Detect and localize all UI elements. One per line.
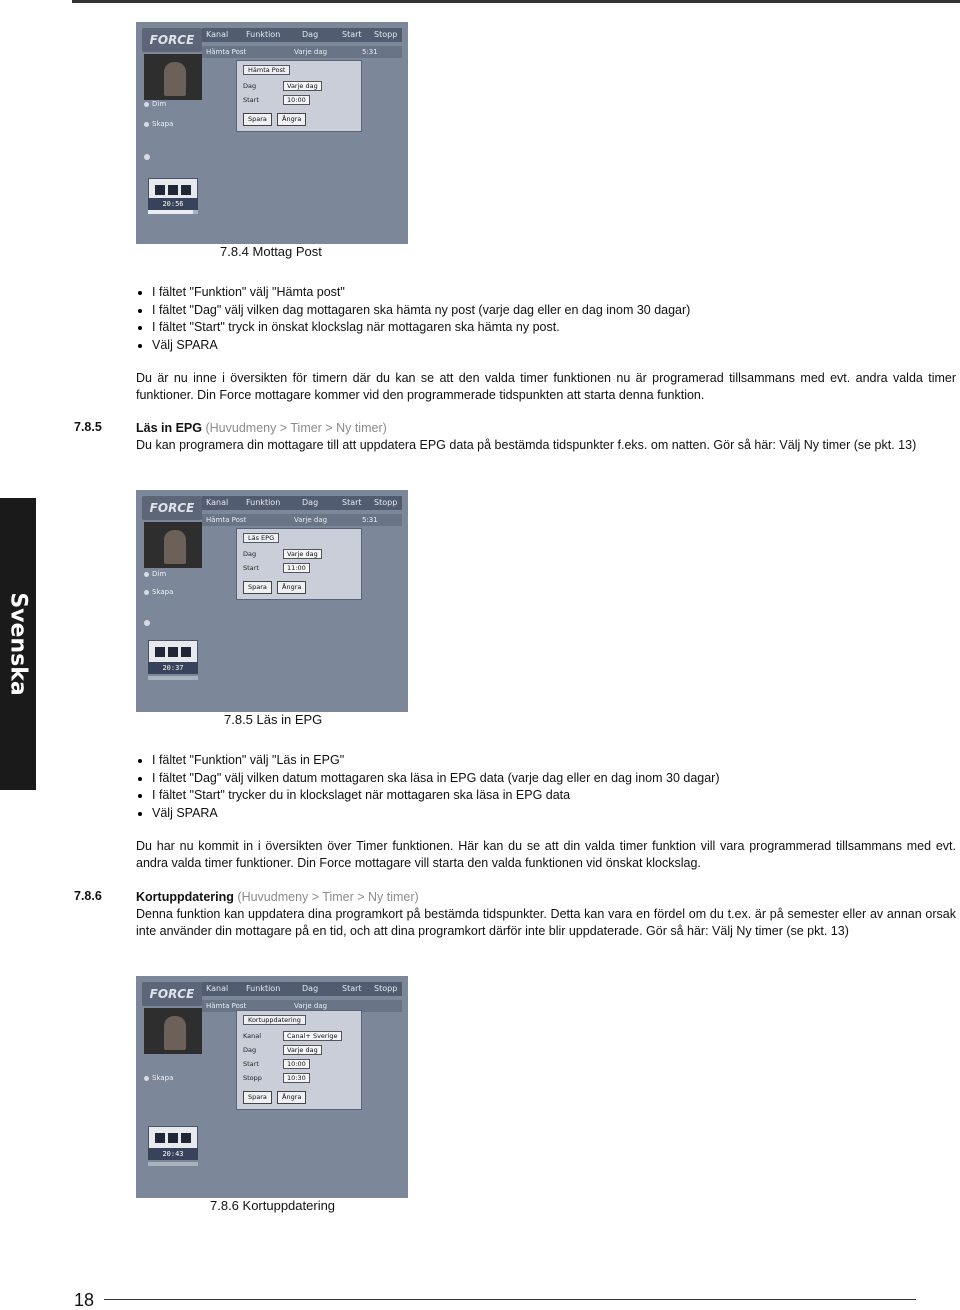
list-cell: Varje dag — [294, 1002, 328, 1010]
list-item: I fältet "Funktion" välj "Läs in EPG" — [136, 752, 956, 770]
screenshot-mottag-post — [136, 22, 408, 244]
section-title: Kortuppdatering — [136, 890, 234, 904]
force-logo: FORCE — [142, 28, 202, 52]
field-value: 10:30 — [283, 1073, 310, 1083]
figure-caption: 7.8.5 Läs in EPG — [224, 712, 323, 727]
signal-progress-bar — [148, 210, 198, 214]
side-menu-item: Skapa — [144, 588, 173, 596]
list-cell: Varje dag — [294, 516, 328, 524]
field-row — [243, 1073, 353, 1084]
list-cell: Hämta Post — [206, 516, 247, 524]
list-item: I fältet "Dag" välj vilken datum mottagaren ska läsa in EPG data (varje dag eller en dag inom 30 dagar) — [136, 770, 956, 788]
field-label: Dag — [243, 550, 257, 558]
live-tv-thumbnail — [144, 1008, 202, 1054]
side-menu-item: Dim — [144, 100, 166, 108]
field-value: Varje dag — [283, 81, 322, 91]
angra-button: Ångra — [277, 1091, 306, 1104]
list-cell: 5:31 — [362, 516, 378, 524]
list-item: I fältet "Start" trycker du in klockslaget när mottagaren ska läsa in EPG data — [136, 787, 956, 805]
list-item: I fältet "Funktion" välj "Hämta post" — [136, 284, 956, 302]
menu-item: Start — [342, 498, 362, 507]
section-number: 7.8.6 — [74, 889, 102, 903]
dialog-title: Hämta Post — [243, 65, 290, 75]
menu-item: Dag — [302, 498, 319, 507]
angra-button: Ångra — [277, 581, 306, 594]
bullet-list — [136, 752, 956, 822]
field-value: 10:00 — [283, 95, 310, 105]
menu-item: Stopp — [374, 984, 398, 993]
spara-button: Spara — [243, 1091, 272, 1104]
field-value: Canal+ Sverige — [283, 1031, 342, 1041]
paragraph: Du är nu inne i översikten för timern där du kan se att den valda timer funktionen nu är programerad tillsammans med evt. andra valda timer funktioner. Din Force mottagare kommer vid den programmerade tidspunkten att starta denna funktion. — [136, 371, 956, 402]
screenshot-las-in-epg — [136, 490, 408, 712]
menu-item: Dag — [302, 984, 319, 993]
dialog-title: Läs EPG — [243, 533, 279, 543]
menu-item: Stopp — [374, 30, 398, 39]
menu-bar — [202, 28, 402, 42]
field-row — [243, 1059, 353, 1070]
language-side-tab — [0, 498, 36, 790]
list-cell: Varje dag — [294, 48, 328, 56]
field-label: Start — [243, 96, 259, 104]
section-intro: Du kan programera din mottagare till att uppdatera EPG data på bestämda tidspunkter f.eks. om natten. Gör så här: Välj Ny timer (se pkt. 13) — [136, 438, 917, 452]
list-item: I fältet "Start" tryck in önskat klockslag när mottagaren ska hämta ny post. — [136, 319, 956, 337]
spara-button: Spara — [243, 581, 272, 594]
field-row — [243, 1031, 353, 1042]
menu-path: (Huvudmeny > Timer > Ny timer) — [205, 421, 387, 435]
side-menu-item: Skapa — [144, 1074, 173, 1082]
clock-display: 20:43 — [148, 1148, 198, 1160]
field-label: Dag — [243, 1046, 257, 1054]
list-item: I fältet "Dag" välj vilken dag mottagaren ska hämta ny post (varje dag eller en dag inom 30 dagar) — [136, 302, 956, 320]
timer-dialog — [236, 528, 362, 600]
bullet-icon — [144, 620, 150, 626]
figure-caption: 7.8.4 Mottag Post — [220, 244, 322, 259]
menu-item: Kanal — [206, 498, 229, 507]
field-value: 11:00 — [283, 563, 310, 573]
timer-list-row — [202, 514, 402, 526]
section-heading — [136, 420, 956, 437]
menu-item: Dag — [302, 30, 319, 39]
field-value: Varje dag — [283, 549, 322, 559]
field-label: Stopp — [243, 1074, 262, 1082]
clock-display: 20:56 — [148, 198, 198, 210]
page-number: 18 — [74, 1290, 95, 1310]
signal-progress-bar — [148, 1162, 198, 1166]
spara-button: Spara — [243, 113, 272, 126]
menu-item: Funktion — [246, 30, 281, 39]
dialog-title: Kortuppdatering — [243, 1015, 306, 1025]
field-value: 10:00 — [283, 1059, 310, 1069]
field-label: Kanal — [243, 1032, 262, 1040]
menu-path: (Huvudmeny > Timer > Ny timer) — [237, 890, 419, 904]
menu-item: Kanal — [206, 984, 229, 993]
footer-rule — [104, 1299, 916, 1300]
figure-caption: 7.8.6 Kortuppdatering — [210, 1198, 336, 1213]
field-row — [243, 563, 353, 574]
menu-item: Funktion — [246, 498, 281, 507]
force-logo: FORCE — [142, 496, 202, 520]
menu-item: Stopp — [374, 498, 398, 507]
bullet-icon — [144, 154, 150, 160]
list-item: Välj SPARA — [136, 337, 956, 355]
field-row — [243, 549, 353, 560]
side-menu-item: Dim — [144, 570, 166, 578]
section-heading — [136, 889, 956, 906]
bullet-list — [136, 284, 956, 354]
list-cell: Hämta Post — [206, 48, 247, 56]
field-row — [243, 81, 353, 92]
section-title: Läs in EPG — [136, 421, 202, 435]
field-row — [243, 1045, 353, 1056]
menu-item: Kanal — [206, 30, 229, 39]
live-tv-thumbnail — [144, 522, 202, 568]
field-value: Varje dag — [283, 1045, 322, 1055]
paragraph: Du har nu kommit in i översikten över Timer funktionen. Här kan du se att din valda timer funktion vill vara programmerad tillsammans med evt. andra valda timer funktioner. Din Force mottagare vill starta den valda funktionen vid önskat klockslag. — [136, 839, 956, 870]
clock-display: 20:37 — [148, 662, 198, 674]
force-logo: FORCE — [142, 982, 202, 1006]
timer-dialog — [236, 60, 362, 132]
field-row — [243, 95, 353, 106]
timer-list-row — [202, 46, 402, 58]
menu-bar — [202, 982, 402, 996]
live-tv-thumbnail — [144, 54, 202, 100]
top-rule — [72, 0, 960, 3]
field-label: Start — [243, 564, 259, 572]
menu-item: Funktion — [246, 984, 281, 993]
side-menu-item: Skapa — [144, 120, 173, 128]
list-item: Välj SPARA — [136, 805, 956, 823]
field-label: Start — [243, 1060, 259, 1068]
angra-button: Ångra — [277, 113, 306, 126]
menu-item: Start — [342, 30, 362, 39]
field-label: Dag — [243, 82, 257, 90]
section-intro: Denna funktion kan uppdatera dina programkort på bestämda tidspunkter. Detta kan vara en fördel om du t.ex. är på semester eller av annan orsak inte använder din mottagare på en tid, och att dina programkort därför inte blir uppdaterade. Gör så här: Välj Ny timer (se pkt. 13) — [136, 907, 956, 938]
screenshot-kortuppdatering — [136, 976, 408, 1198]
list-cell: 5:31 — [362, 48, 378, 56]
menu-bar — [202, 496, 402, 510]
signal-progress-bar — [148, 676, 198, 680]
section-number: 7.8.5 — [74, 420, 102, 434]
list-cell: Hämta Post — [206, 1002, 247, 1010]
timer-dialog — [236, 1010, 362, 1110]
menu-item: Start — [342, 984, 362, 993]
side-tab-label: Svenska — [5, 592, 31, 696]
